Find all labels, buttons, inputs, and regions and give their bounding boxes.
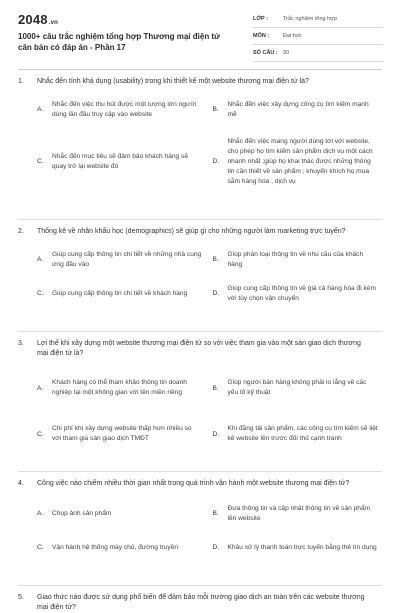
- option-c[interactable]: [37, 125, 207, 199]
- page-title: 1000+ câu trắc nghiệm tổng hợp Thương mại điện tử căn bản có đáp án - Phần 17: [18, 32, 220, 53]
- meta-row-class: [253, 12, 383, 28]
- question-number: 5.: [18, 594, 24, 601]
- question-number: 4.: [18, 480, 24, 487]
- option-text: Giúp cung cấp thông tin về giá cả hàng hóa đi kèm với tùy chọn vận chuyển: [227, 285, 376, 303]
- option-text: Vận hành hệ thống máy chủ, đường truyền: [52, 544, 179, 552]
- question-4: [0, 472, 400, 585]
- question-text: Nhắc đến tính khả dụng (usability) trong khi thiết kế một website thương mại điện tử là?: [37, 78, 309, 85]
- option-letter: D.: [212, 290, 220, 298]
- option-d[interactable]: [213, 531, 383, 565]
- option-text: Khâu xử lý thanh toán trực tuyến bằng thẻ tín dụng: [227, 544, 377, 552]
- option-text: Chụp ảnh sản phẩm: [52, 510, 112, 518]
- option-letter: D.: [212, 430, 220, 438]
- option-c[interactable]: [37, 531, 207, 565]
- option-text: Giúp người bán hàng không phải lo lắng về các yếu tố kỹ thuật: [227, 379, 367, 397]
- option-letter: C.: [37, 158, 44, 166]
- option-d[interactable]: [213, 411, 383, 457]
- option-letter: A.: [37, 510, 44, 518]
- meta-label: SỐ CÂU :: [253, 49, 278, 56]
- option-b[interactable]: [213, 497, 383, 531]
- option-text: Nhắc đến việc thu hút được một lượng lớn người dùng lần đầu truy cập vào website: [52, 101, 197, 119]
- option-letter: A.: [37, 384, 44, 392]
- option-d[interactable]: [213, 125, 383, 199]
- option-b[interactable]: [213, 95, 383, 125]
- question-2: [0, 220, 400, 331]
- meta-value: 30: [283, 49, 290, 56]
- option-text: Nhắc đến mục tiêu sẽ đảm bảo khách hàng sẽ quay trở lại website đó: [52, 153, 188, 171]
- option-text: Giúp cung cấp thông tin chi tiết về những nhà cung ứng đầu vào: [52, 251, 202, 269]
- meta-label: MÔN :: [253, 32, 270, 39]
- question-1: [0, 77, 400, 217]
- option-b[interactable]: [213, 365, 383, 411]
- site-logo[interactable]: [18, 11, 58, 30]
- question-number: 1.: [18, 78, 24, 85]
- quiz-meta: [253, 12, 383, 62]
- option-letter: B.: [212, 510, 219, 518]
- option-text: Đưa thông tin và cập nhật thông tin về sản phẩm lên website: [227, 505, 371, 523]
- option-letter: A.: [37, 256, 44, 264]
- page-header: [0, 0, 400, 66]
- option-text: Chi phí khi xây dựng website thấp hơn nhiều so với tham gia sàn giao dịch TMĐT: [52, 425, 192, 443]
- option-d[interactable]: [213, 277, 383, 311]
- option-text: Nhắc đến việc xây dựng công cụ tìm kiếm mạnh mẽ: [227, 101, 369, 119]
- meta-row-subject: [253, 29, 383, 45]
- meta-label: LỚP :: [253, 15, 268, 22]
- option-letter: D.: [212, 158, 220, 166]
- option-a[interactable]: [37, 95, 207, 125]
- option-a[interactable]: [37, 243, 207, 277]
- question-number: 3.: [18, 340, 24, 347]
- option-letter: C.: [37, 430, 44, 438]
- question-text: Lợi thế khi xây dựng một website thương mại điện tử so với việc tham gia vào một sàn giao dịch thương mại điện tử là?: [37, 340, 361, 358]
- option-letter: B.: [212, 106, 219, 114]
- option-c[interactable]: [37, 277, 207, 311]
- logo-text: 2048: [18, 12, 48, 27]
- option-letter: B.: [212, 384, 219, 392]
- question-list: [0, 77, 400, 613]
- question-text: Thống kê về nhân khẩu học (demographics) sẽ giúp gì cho những người làm marketing trực tuyến?: [37, 228, 346, 235]
- option-text: Khách hàng có thể tham khảo thông tin doanh nghiệp tại một không gian với tên miền riêng: [52, 379, 187, 397]
- question-number: 2.: [18, 228, 24, 235]
- option-text: Nhắc đến việc mang người dùng tới với website, cho phép họ tìm kiếm sản phẩm dịch vụ một cách nhanh nhất ;giúp họ khai thác được những thông tin cần thiết về sản phẩm ; khuyến khích họ mua sắm hàng hóa , dịch vụ: [227, 138, 373, 185]
- question-text: Giao thức nào được sử dụng phổ biến để đảm bảo mỗi trường giao dịch an toàn trên các website thương mại điện tử?: [37, 594, 365, 612]
- option-letter: C.: [37, 544, 44, 552]
- question-text: Công việc nào chiếm nhiều thời gian nhất trong quá trình vận hành một website thương mại điện tử?: [37, 480, 350, 487]
- option-a[interactable]: [37, 497, 207, 531]
- option-b[interactable]: [213, 243, 383, 277]
- option-text: Khi đăng tải sản phẩm, các công cụ tìm kiếm sẽ liệt kê website lên trước đối thủ cạnh tranh: [227, 425, 378, 443]
- option-letter: A.: [37, 106, 44, 114]
- meta-row-count: [253, 46, 383, 62]
- option-text: Giúp phân loại thông tin về nhu cầu của khách hàng: [227, 251, 364, 269]
- option-letter: B.: [212, 256, 219, 264]
- header-divider: [18, 69, 382, 70]
- option-c[interactable]: [37, 411, 207, 457]
- logo-tld: .vn: [48, 20, 59, 26]
- option-letter: C.: [37, 290, 44, 298]
- option-a[interactable]: [37, 365, 207, 411]
- option-letter: D.: [212, 544, 220, 552]
- question-3: [0, 332, 400, 471]
- option-text: Giúp cung cấp thông tin chi tiết về khách hàng: [52, 290, 188, 298]
- meta-value: Trắc nghiệm tổng hợp: [283, 15, 337, 22]
- meta-value: Đại học: [283, 32, 302, 39]
